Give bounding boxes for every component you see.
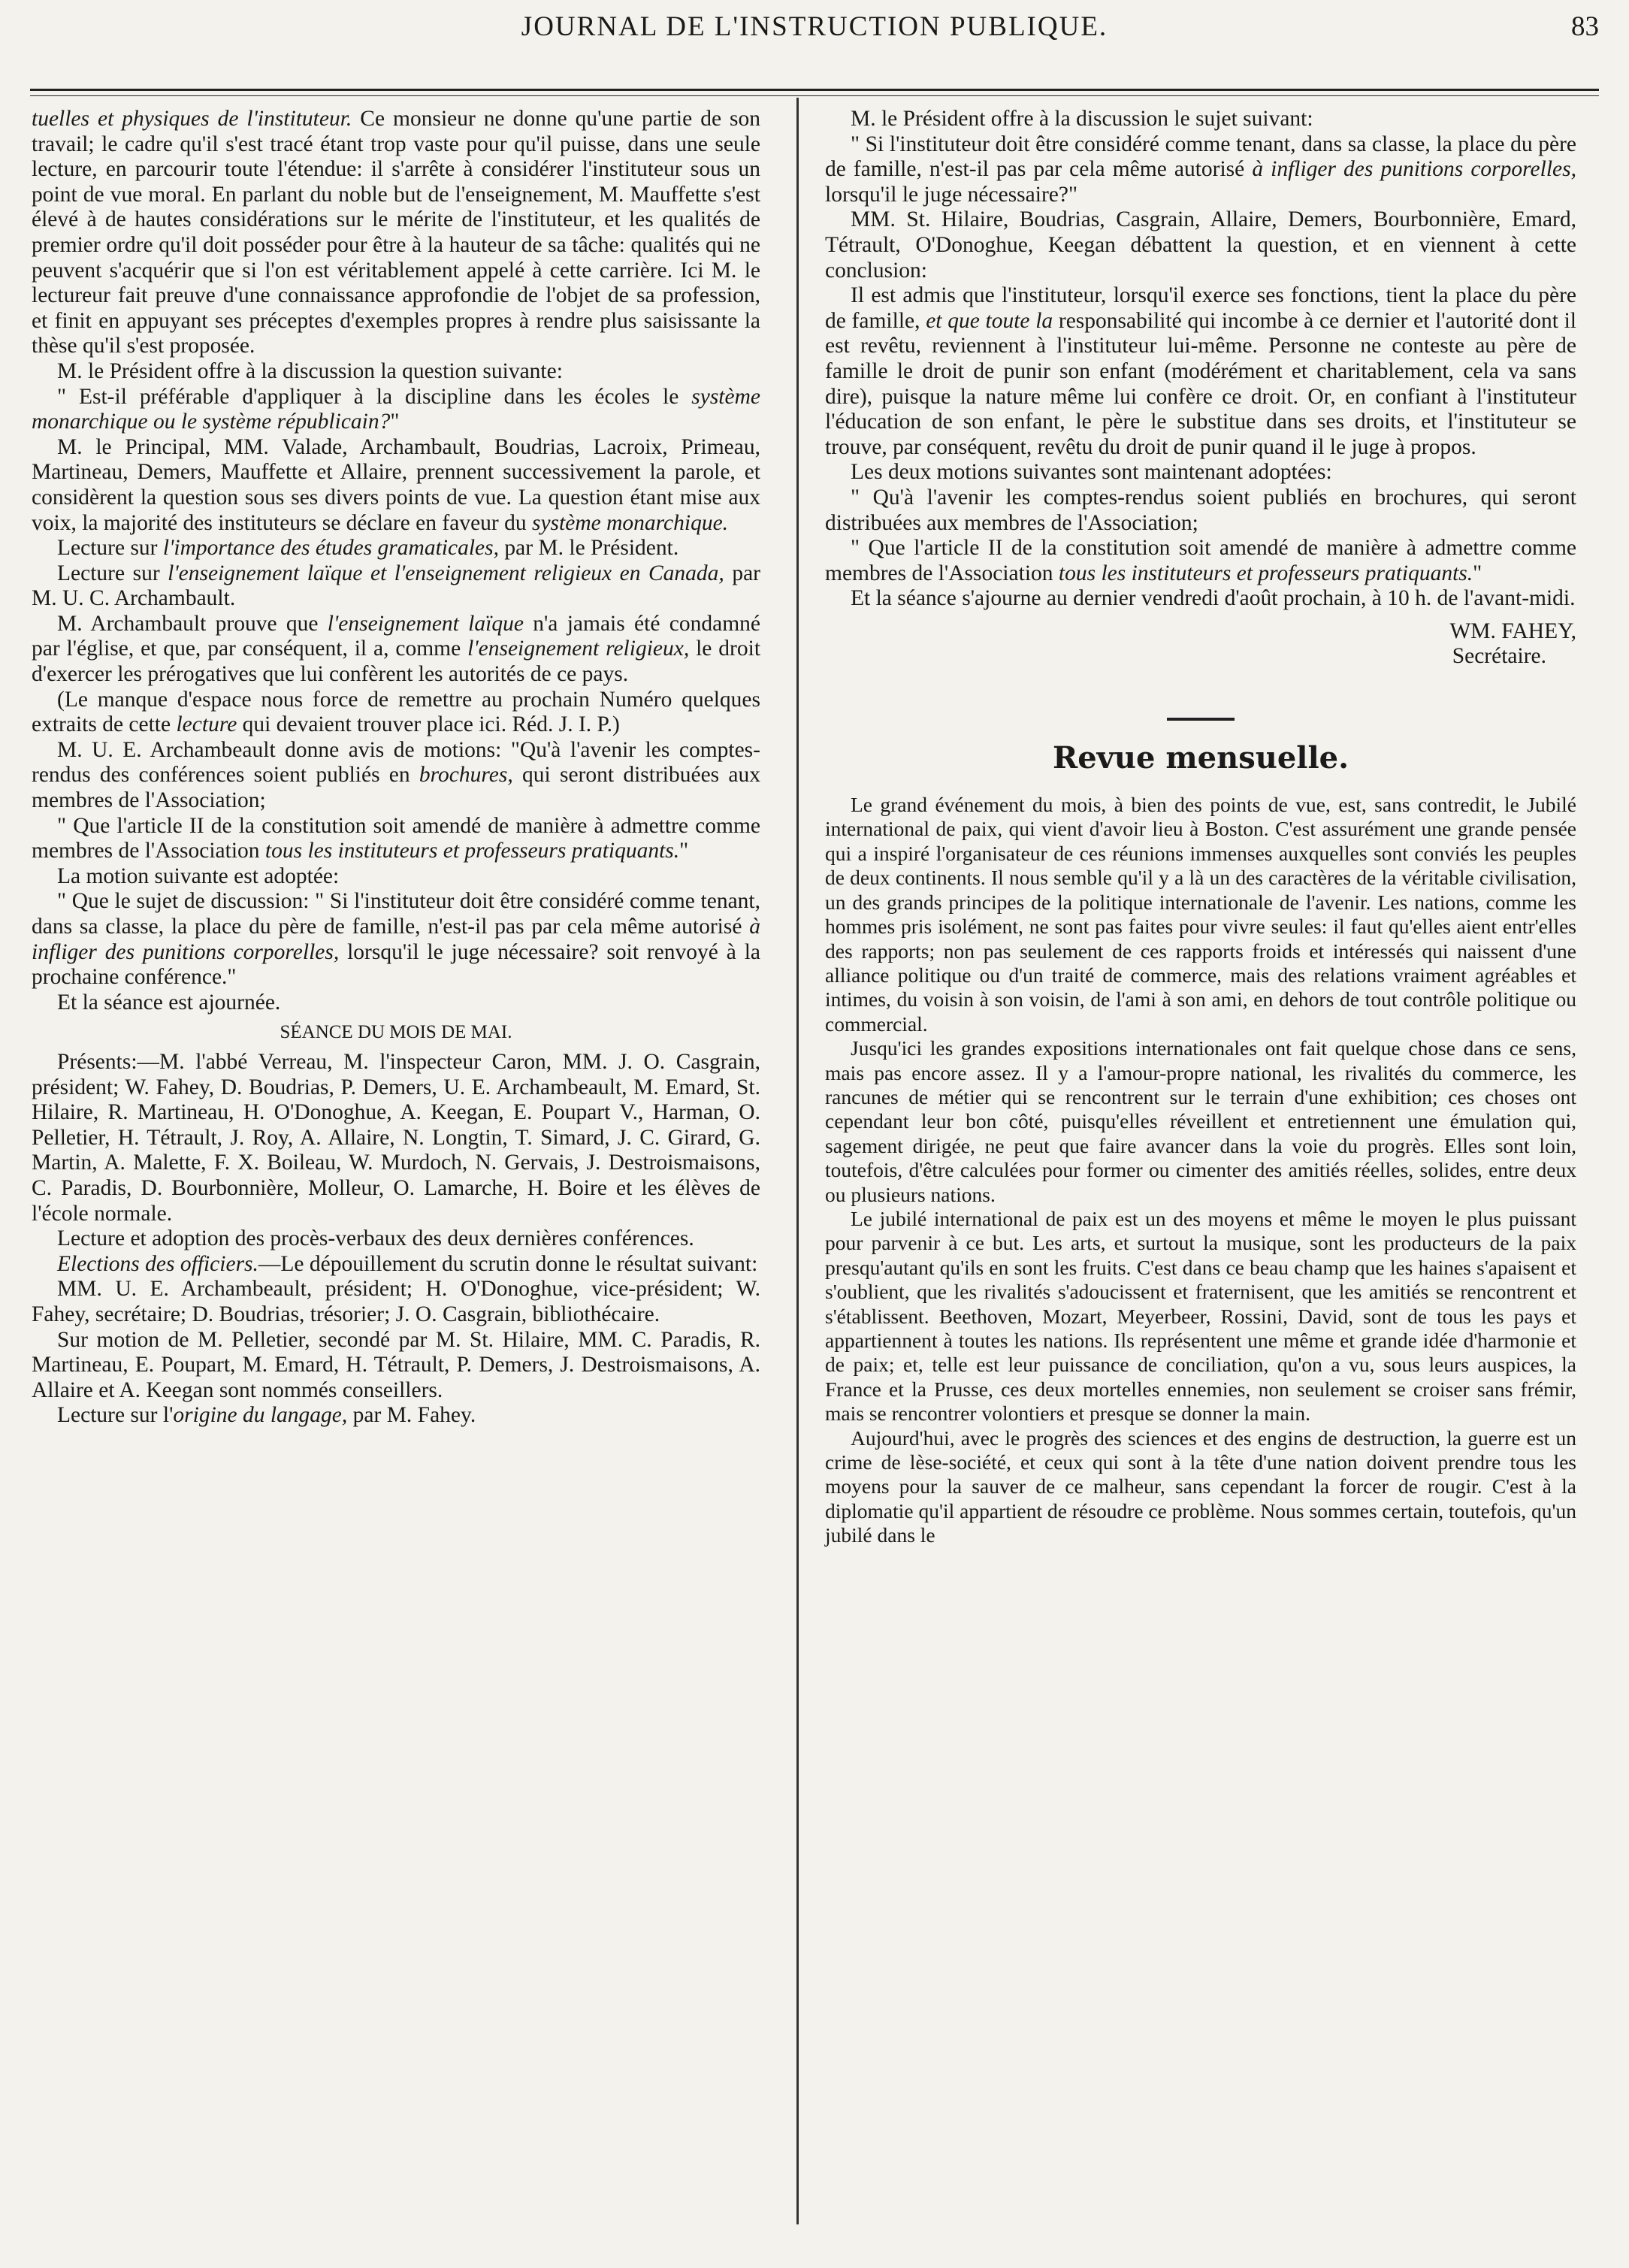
paragraph: " Que l'article II de la constitution soit amendé de manière à admettre comme membres de l'Association tous les instituteurs et professeurs pratiquants." bbox=[32, 813, 760, 863]
paragraph: " Si l'instituteur doit être considéré comme tenant, dans sa classe, la place du père de famille, n'est-il pas par cela même autorisé à infliger des punitions corporelles, lorsqu'il le juge nécessaire?" bbox=[825, 132, 1576, 207]
signature-title: Secrétaire. bbox=[1452, 644, 1546, 669]
paragraph: M. le Président offre à la discussion le sujet suivant: bbox=[851, 107, 1313, 131]
paragraph: (Le manque d'espace nous force de remettre au prochain Numéro quelques extraits de cette lecture qui devaient trouver place ici. Réd. J. I. P.) bbox=[32, 687, 760, 737]
paragraph: Et la séance s'ajourne au dernier vendredi d'août prochain, à 10 h. de l'avant-midi. bbox=[851, 586, 1576, 611]
paragraph: M. le Principal, MM. Valade, Archambault, Boudrias, Lacroix, Primeau, Martineau, Demers, Mauffette et Allaire, prennent successivement la parole, et considèrent la question sous ses divers points de vue. La question étant mise aux voix, la majorité des instituteurs se déclare en faveur du système monarchique. bbox=[32, 434, 760, 535]
revue-body bbox=[825, 793, 1576, 1548]
paragraph: " Que l'article II de la constitution soit amendé de manière à admettre comme membres de l'Association tous les instituteurs et professeurs pratiquants." bbox=[825, 536, 1576, 585]
section-heading: SÉANCE DU MOIS DE MAI. bbox=[280, 1022, 512, 1043]
paragraph: Il est admis que l'instituteur, lorsqu'il exerce ses fonctions, tient la place du père de famille, et que toute la responsabilité qui incombe à ce dernier et l'autorité dont il est revêtu, reviennent à l'instituteur lui-même. Personne ne conteste au père de famille le droit de punir son enfant (modérément et charitablement, cela va sans dire), puisque la nature même lui confère ce droit. Or, en confiant à l'instituteur l'éducation de son enfant, le père le substitue dans ses droits, et l'instituteur se trouve, par conséquent, revêtu du droit de punir quand il le juge à propos. bbox=[825, 283, 1576, 459]
paragraph: Le jubilé international de paix est un des moyens et même le moyen le plus puissant pour parvenir à ce but. Les arts, et surtout la musique, sont les producteurs de la paix presqu'autant qu'ils en sont les fruits. C'est dans ce beau champ que les haines s'apaisent et s'oublient, que les rivalités s'adoucissent et fraternisent, que les amitiés se rencontrent et s'établissent. Beethoven, Mozart, Meyerbeer, Rossini, David, sont de tous les pays et appartiennent à toutes les nations. Ils représentent une même et grande idée d'harmonie et de paix; et, telle est leur puissance de conciliation, qu'on a vu, sous leurs auspices, la France et la Prusse, ces deux mortelles ennemies, non seulement se croiser sans frémir, mais se rencontrer volontiers et presque se donner la main. bbox=[825, 1206, 1576, 1426]
paragraph: Les deux motions suivantes sont maintenant adoptées: bbox=[851, 460, 1332, 485]
header-rule bbox=[30, 89, 1599, 96]
paragraph: Aujourd'hui, avec le progrès des sciences et des engins de destruction, la guerre est un crime de lèse-société, et ceux qui sont à la tête d'une nation doivent prendre tous les moyens pour la sauver de ce malheur, sans cependant la forcer de rougir. C'est à la diplomatie qu'il appartient de résoudre ce problème. Nous sommes certain, toutefois, qu'un jubilé dans le bbox=[825, 1426, 1576, 1547]
paragraph: Et la séance est ajournée. bbox=[57, 990, 281, 1015]
page-header bbox=[30, 6, 1599, 51]
paragraph: M. Archambault prouve que l'enseignement laïque n'a jamais été condamné par l'église, et que, par conséquent, il a, comme l'enseignement religieux, le droit d'exercer les prérogatives que lui confèrent les autorités de ce pays. bbox=[32, 611, 761, 687]
paragraph: Lecture sur l'importance des études gramaticales, par M. le Président. bbox=[57, 536, 679, 561]
paragraph: Jusqu'ici les grandes expositions internationales ont fait quelque chose dans ce sens, mais pas encore assez. Il y a l'amour-propre national, les rivalités du commerce, les rancunes de métier qui se rencontrent sur le terrain d'une exhibition; ces choses ont cependant leur bon côté, puisqu'elles réveillent et entretiennent une émulation qui, sagement dirigée, ne peut que faire avancer dans la voie du progrès. Elles sont loin, toutefois, d'être calculées pour former ou cimenter des amitiés réelles, solides, entre deux ou plusieurs nations. bbox=[825, 1036, 1576, 1206]
paragraph: MM. U. E. Archambeault, président; H. O'Donoghue, vice-président; W. Fahey, secrétaire; D. Boudrias, trésorier; J. O. Casgrain, bibliothécaire. bbox=[32, 1277, 760, 1326]
page-number: 83 bbox=[1571, 11, 1599, 42]
paragraph: Lecture sur l'enseignement laïque et l'enseignement religieux en Canada, par M. U. C. Archambault. bbox=[32, 561, 760, 611]
section-divider bbox=[1167, 718, 1235, 721]
journal-title: JOURNAL DE L'INSTRUCTION PUBLIQUE. bbox=[521, 11, 1108, 42]
paragraph: Lecture et adoption des procès-verbaux des deux dernières conférences. bbox=[57, 1226, 694, 1251]
paragraph: Présents:—M. l'abbé Verreau, M. l'inspecteur Caron, MM. J. O. Casgrain, président; W. Fahey, D. Boudrias, P. Demers, U. E. Archambeault, M. Emard, St. Hilaire, R. Martineau, H. O'Donoghue, A. Keegan, E. Poupart V., Harman, O. Pelletier, H. Tétrault, J. Roy, A. Allaire, N. Longtin, T. Simard, J. C. Girard, G. Martin, A. Malette, F. X. Boileau, W. Murdoch, N. Gervais, J. Destroismaisons, C. Paradis, D. Bourbonnière, Molleur, O. Lamarche, H. Boire et les élèves de l'école normale. bbox=[32, 1049, 760, 1226]
paragraph: tuelles et physiques de l'instituteur. Ce monsieur ne donne qu'une partie de son travail; le cadre qu'il s'est tracé étant trop vaste pour qu'il puisse, dans une seule lecture, en parcourir toute l'étendue: il s'arrête à considérer l'instituteur sous un point de vue moral. En parlant du noble but de l'enseignement, M. Mauffette s'est élevé à de hautes considérations sur le mérite de l'instituteur, et les qualités de premier ordre qu'il doit posséder pour être à la hauteur de sa tâche: qualités qui ne peuvent s'acquérir que si l'on est véritablement appelé à cette carrière. Ici M. le lectureur fait preuve d'une connaissance approfondie de l'objet de sa profession, et finit en appuyant ses préceptes d'exemples propres à rendre plus saisissante la thèse qu'il s'est proposée. bbox=[32, 107, 760, 358]
signature-name: WM. FAHEY, bbox=[1449, 618, 1576, 643]
paragraph: " Que le sujet de discussion: " Si l'instituteur doit être considéré comme tenant, dans sa classe, la place du père de famille, n'est-il pas par cela même autorisé à infliger des punitions corporelles, lorsqu'il le juge nécessaire? soit renvoyé à la prochaine conférence." bbox=[32, 889, 761, 990]
paragraph: Le grand événement du mois, à bien des points de vue, est, sans contredit, le Jubilé international de paix, qui vient d'avoir lieu à Boston. C'est assurément une grande pensée qui a inspiré l'organisateur de ces réunions immenses auxquelles sont conviés les peuples de deux continents. Il nous semble qu'il y a là un des caractères de la véritable civilisation, un des grands principes de la politique internationale de l'avenir. Les nations, comme les hommes pris isolément, ne sont pas faites pour vivre seules: il faut qu'elles aient entr'elles des rapports; non pas seulement de ces rapports froids et intéressés qui naissent d'une alliance politique ou d'un traité de commerce, mais des relations vraiment agréables et intimes, du voisin à son voisin, de l'ami à son ami, en dehors de tout contrôle politique ou commercial. bbox=[825, 793, 1576, 1036]
paragraph: MM. St. Hilaire, Boudrias, Casgrain, Allaire, Demers, Bourbonnière, Emard, Tétrault, O'Donoghue, Keegan débattent la question, et en viennent à cette conclusion: bbox=[825, 207, 1576, 283]
paragraph: M. U. E. Archambeault donne avis de motions: "Qu'à l'avenir les comptes-rendus des conférences soient publiés en brochures, qui seront distribuées aux membres de l'Association; bbox=[32, 737, 760, 813]
paragraph: La motion suivante est adoptée: bbox=[57, 863, 340, 888]
paragraph: Elections des officiers.—Le dépouillement du scrutin donne le résultat suivant: bbox=[57, 1251, 758, 1276]
left-column bbox=[32, 107, 760, 1429]
column-divider bbox=[796, 98, 799, 2224]
right-column bbox=[825, 107, 1576, 1548]
paragraph: M. le Président offre à la discussion la question suivante: bbox=[57, 358, 563, 383]
paragraph: " Est-il préférable d'appliquer à la discipline dans les écoles le système monarchique ou le système républicain?" bbox=[32, 384, 760, 434]
revue-title: Revue mensuelle. bbox=[1052, 740, 1349, 776]
paragraph: Sur motion de M. Pelletier, secondé par M. St. Hilaire, MM. C. Paradis, R. Martineau, E. Poupart, M. Emard, H. Tétrault, P. Demers, J. Destroismaisons, A. Allaire et A. Keegan sont nommés conseillers. bbox=[32, 1327, 760, 1402]
paragraph: Lecture sur l'origine du langage, par M. Fahey. bbox=[57, 1403, 476, 1428]
paragraph: " Qu'à l'avenir les comptes-rendus soient publiés en brochures, qui seront distribuées aux membres de l'Association; bbox=[825, 485, 1576, 535]
